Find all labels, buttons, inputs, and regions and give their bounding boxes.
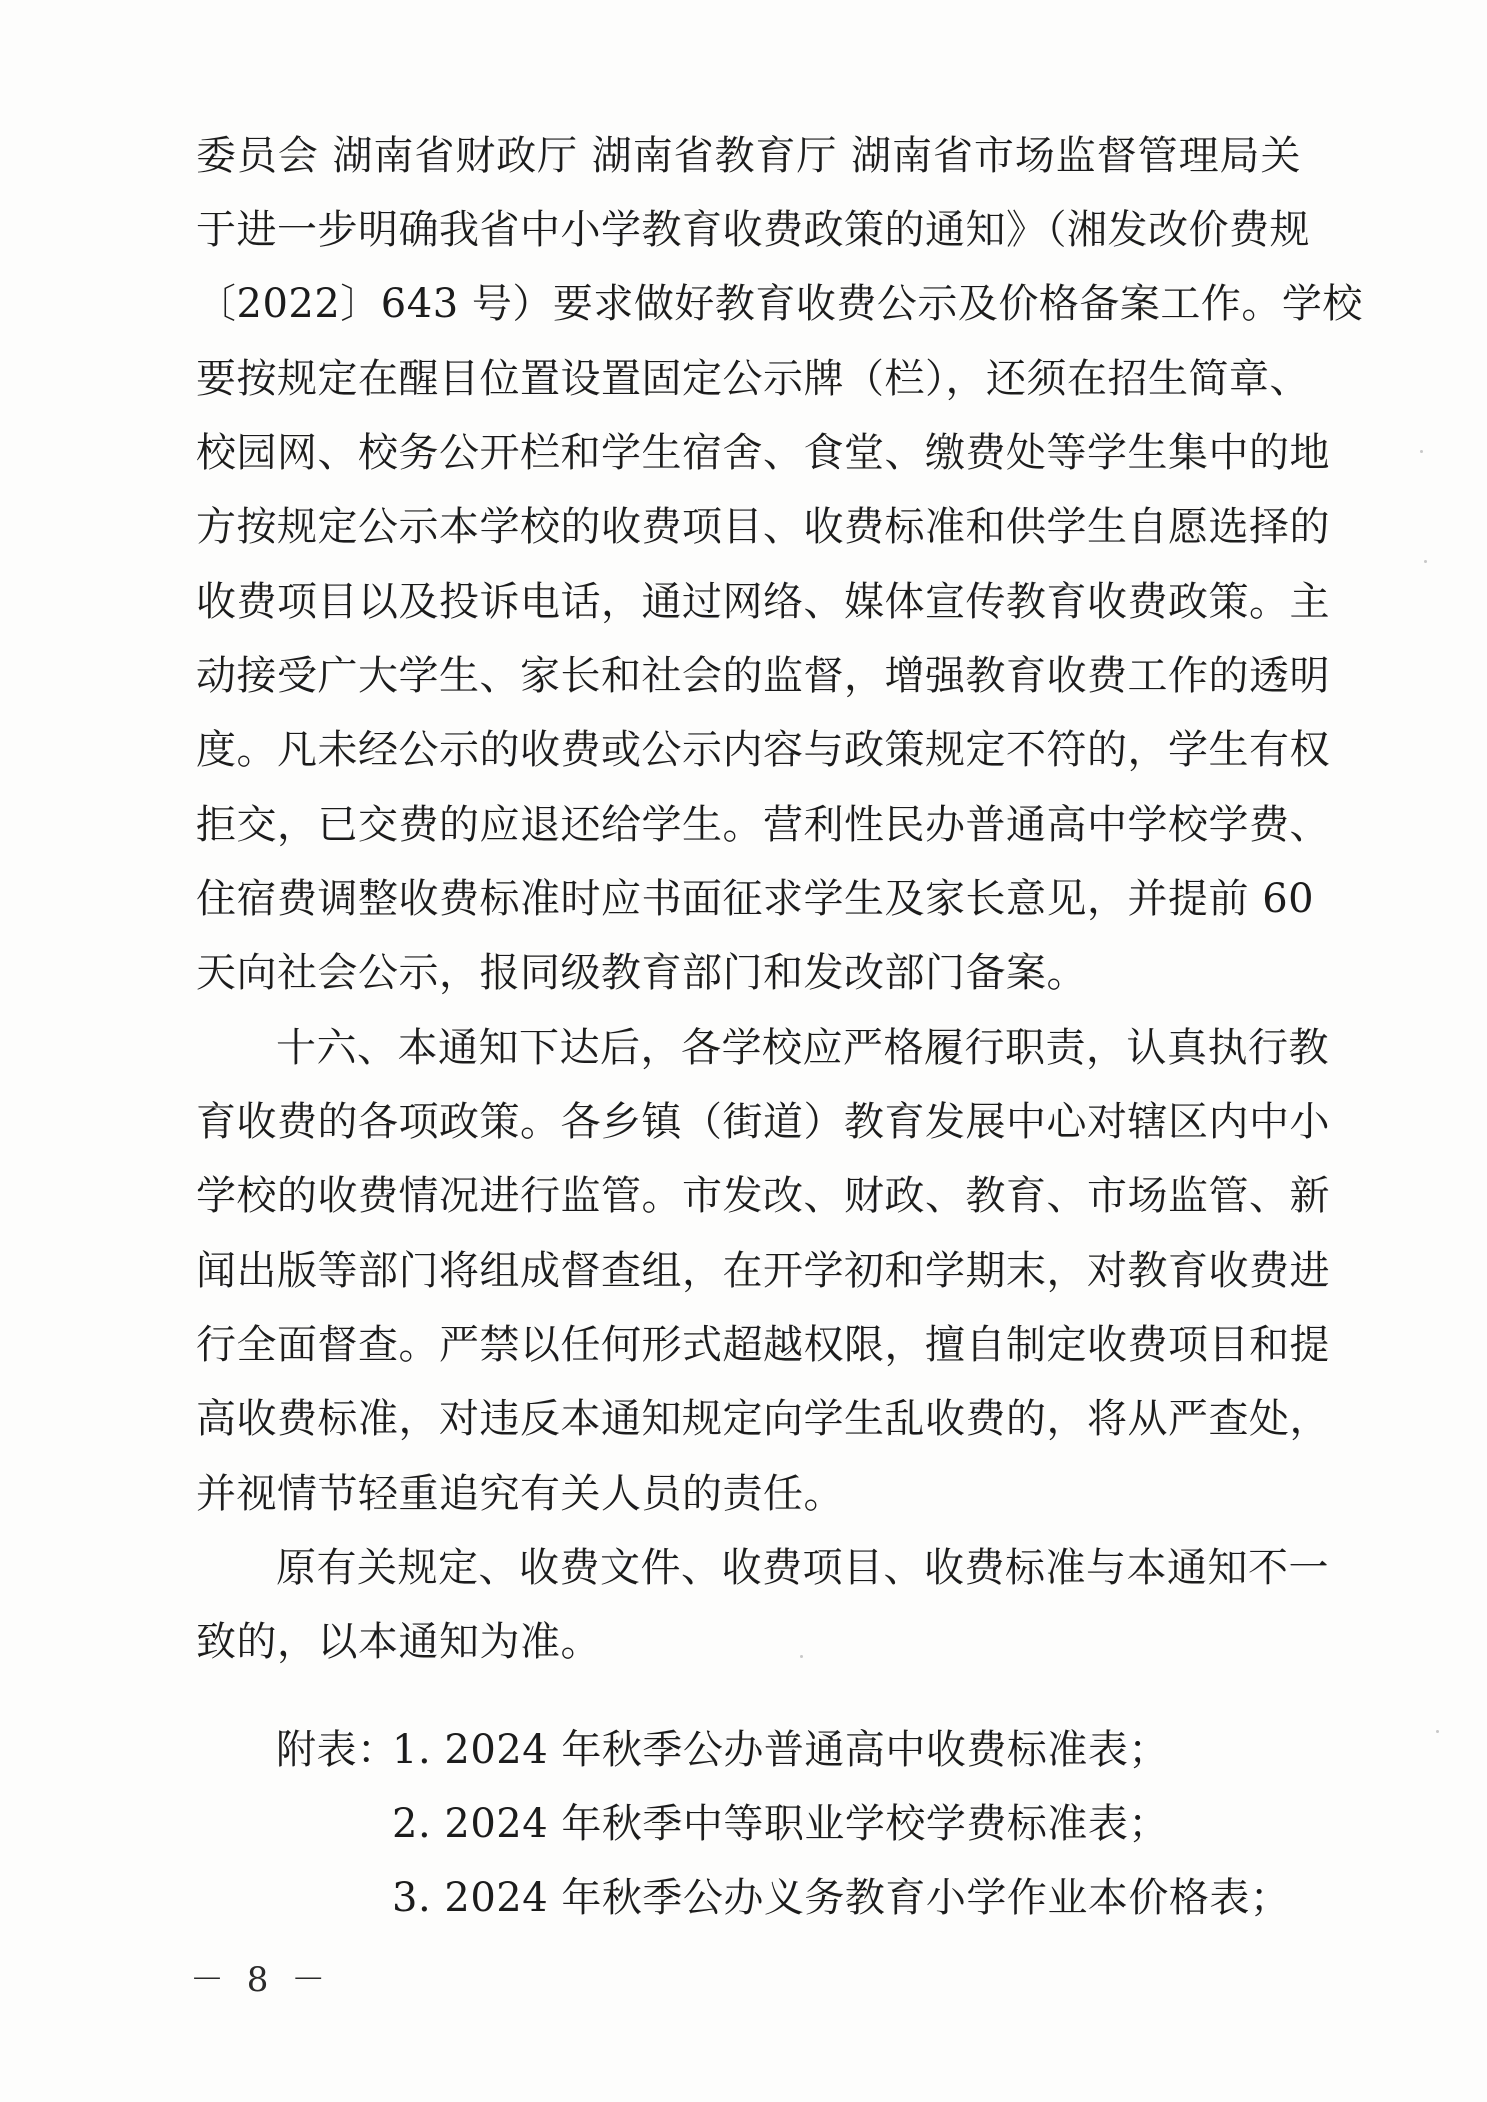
text-line: 收费项目以及投诉电话，通过网络、媒体宣传教育收费政策。主: [196, 579, 1330, 625]
scan-speck: [1424, 560, 1427, 563]
text-line: 天向社会公示，报同级教育部门和发改部门备案。: [196, 950, 1087, 996]
text-line: 委员会 湖南省财政厅 湖南省教育厅 湖南省市场监督管理局关: [196, 133, 1301, 179]
text-line: 于进一步明确我省中小学教育收费政策的通知》（湘发改价费规: [196, 207, 1310, 253]
text-line: 闻出版等部门将组成督查组，在开学初和学期末，对教育收费进: [196, 1248, 1330, 1294]
text-line: 十六、本通知下达后，各学校应严格履行职责，认真执行教: [276, 1025, 1329, 1071]
attachment-item: 3. 2024 年秋季公办义务教育小学作业本价格表；: [392, 1875, 1291, 1921]
text-line: 要按规定在醒目位置设置固定公示牌（栏），还须在招生简章、: [196, 356, 1310, 402]
text-line: 学校的收费情况进行监管。市发改、财政、教育、市场监管、新: [196, 1173, 1330, 1219]
text-line: 原有关规定、收费文件、收费项目、收费标准与本通知不一: [276, 1545, 1329, 1591]
text-line: 育收费的各项政策。各乡镇（街道）教育发展中心对辖区内中小: [196, 1099, 1330, 1145]
attachment-item: 2. 2024 年秋季中等职业学校学费标准表；: [392, 1801, 1169, 1847]
scan-speck: [1420, 450, 1423, 453]
text-line: 度。凡未经公示的收费或公示内容与政策规定不符的，学生有权: [196, 727, 1330, 773]
scan-speck: [800, 1655, 803, 1658]
text-line: 方按规定公示本学校的收费项目、收费标准和供学生自愿选择的: [196, 504, 1330, 550]
text-line: 动接受广大学生、家长和社会的监督，增强教育收费工作的透明: [196, 653, 1330, 699]
attachment-label: 附表：: [276, 1727, 398, 1773]
text-line: 致的，以本通知为准。: [196, 1619, 601, 1665]
scan-speck: [1436, 1730, 1439, 1733]
text-line: 并视情节轻重追究有关人员的责任。: [196, 1471, 844, 1517]
text-line: 拒交，已交费的应退还给学生。营利性民办普通高中学校学费、: [196, 802, 1330, 848]
text-line: 高收费标准，对违反本通知规定向学生乱收费的，将从严查处，: [196, 1396, 1330, 1442]
text-line: 校园网、校务公开栏和学生宿舍、食堂、缴费处等学生集中的地: [196, 430, 1330, 476]
text-line: 〔2022〕643 号）要求做好教育收费公示及价格备案工作。学校: [196, 281, 1363, 327]
text-line: 住宿费调整收费标准时应书面征求学生及家长意见，并提前 60: [196, 876, 1315, 922]
page-number: － 8 －: [190, 1960, 332, 2000]
attachment-item: 1. 2024 年秋季公办普通高中收费标准表；: [392, 1727, 1169, 1773]
text-line: 行全面督查。严禁以任何形式超越权限，擅自制定收费项目和提: [196, 1322, 1330, 1368]
